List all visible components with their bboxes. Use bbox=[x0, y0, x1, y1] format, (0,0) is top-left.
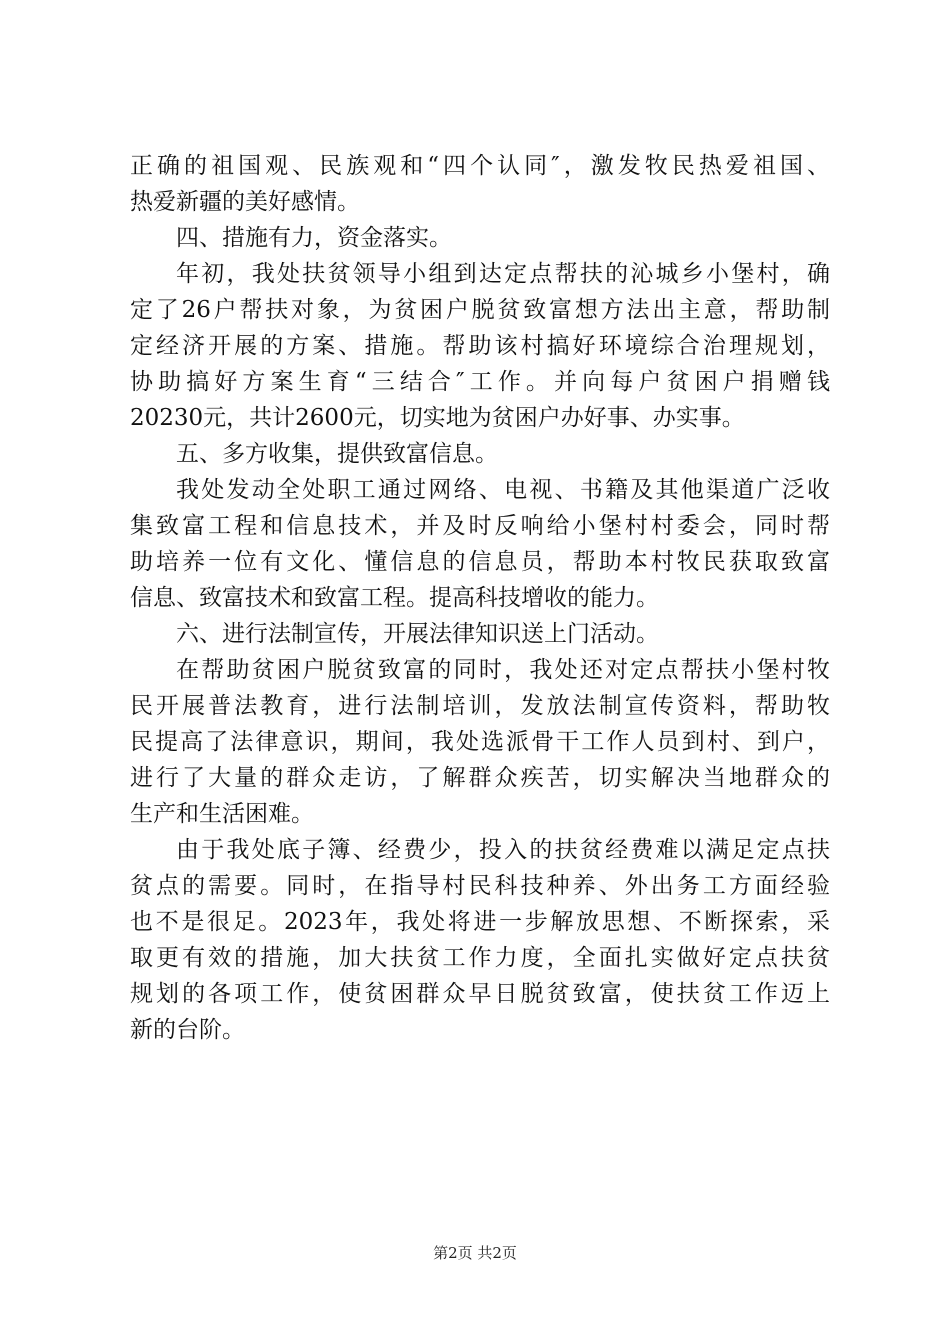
text-line: 取更有效的措施，加大扶贫工作力度，全面扎实做好定点扶贫 bbox=[130, 945, 830, 971]
text-line: 也不是很足。2023年，我处将进一步解放思想、不断探索，采 bbox=[130, 909, 830, 935]
text-line: 集致富工程和信息技术，并及时反响给小堡村村委会，同时帮 bbox=[130, 513, 830, 539]
page-footer: 第2页 共2页 bbox=[433, 1244, 517, 1262]
text-line: 定了26户帮扶对象，为贫困户脱贫致富想方法出主意，帮助制 bbox=[130, 297, 830, 323]
text-line: 协助搞好方案生育“三结合″工作。并向每户贫困户捐赠钱 bbox=[130, 369, 830, 395]
text-line: 贫点的需要。同时，在指导村民科技种养、外出务工方面经验 bbox=[130, 873, 830, 899]
text-line: 年初，我处扶贫领导小组到达定点帮扶的沁城乡小堡村，确 bbox=[176, 261, 830, 287]
section-heading: 五、多方收集，提供致富信息。 bbox=[176, 441, 498, 467]
section-heading: 六、进行法制宣传，开展法律知识送上门活动。 bbox=[176, 621, 659, 647]
text-line: 20230元，共计2600元，切实地为贫困户办好事、办实事。 bbox=[130, 405, 745, 431]
text-line: 在帮助贫困户脱贫致富的同时，我处还对定点帮扶小堡村牧 bbox=[176, 657, 830, 683]
text-line: 规划的各项工作，使贫困群众早日脱贫致富，使扶贫工作迈上 bbox=[130, 981, 830, 1007]
text-line: 进行了大量的群众走访，了解群众疾苦，切实解决当地群众的 bbox=[130, 765, 830, 791]
text-line: 新的台阶。 bbox=[130, 1017, 245, 1043]
text-line: 民提高了法律意识，期间，我处选派骨干工作人员到村、到户， bbox=[130, 729, 830, 755]
text-line: 由于我处底子簿、经费少，投入的扶贫经费难以满足定点扶 bbox=[176, 837, 830, 863]
text-line: 热爱新疆的美好感情。 bbox=[130, 189, 360, 215]
body-text bbox=[130, 148, 830, 1048]
text-line: 信息、致富技术和致富工程。提高科技增收的能力。 bbox=[130, 585, 659, 611]
text-line: 民开展普法教育，进行法制培训，发放法制宣传资料，帮助牧 bbox=[130, 693, 830, 719]
text-line: 定经济开展的方案、措施。帮助该村搞好环境综合治理规划， bbox=[130, 333, 830, 359]
text-line: 我处发动全处职工通过网络、电视、书籍及其他渠道广泛收 bbox=[176, 477, 830, 503]
text-line: 正确的祖国观、民族观和“四个认同″，激发牧民热爱祖国、 bbox=[130, 153, 830, 179]
text-line: 生产和生活困难。 bbox=[130, 801, 314, 827]
section-heading: 四、措施有力，资金落实。 bbox=[176, 225, 452, 251]
text-line: 助培养一位有文化、懂信息的信息员，帮助本村牧民获取致富 bbox=[130, 549, 830, 575]
